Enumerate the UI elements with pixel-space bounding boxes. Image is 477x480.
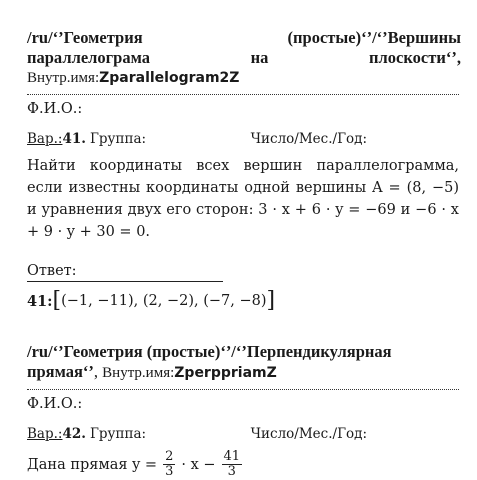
- variant-number: 41.: [62, 131, 86, 147]
- header-2-line2-rest: ,: [93, 362, 103, 381]
- dotted-divider-2: [27, 389, 459, 390]
- left-bracket-icon: [: [52, 288, 62, 313]
- header-1-line1-right: (простые)‘’/‘’Вершины: [287, 28, 461, 47]
- header-1-line2-a: параллелограма: [27, 48, 150, 67]
- header-1-line2-c: плоскости‘’,: [369, 48, 461, 67]
- task-2-mid: · x −: [181, 456, 216, 473]
- answer-row: [27, 290, 461, 312]
- task-text-1: Найти координаты всех вершин параллелограмма, если известны координаты одной вершины A = (8, −5) и уравнения двух его сторон: 3 · x + 6 · y = −69 и −6 · x + 9 · y + 30 = 0.: [27, 158, 459, 240]
- fio-label: Ф.И.О.:: [27, 101, 83, 117]
- fraction-2-den: 3: [227, 464, 236, 479]
- fraction-1: [163, 450, 175, 479]
- task-header-1: [27, 28, 461, 88]
- internal-name-1: [27, 68, 461, 88]
- group-label: Группа:: [89, 131, 147, 147]
- internal-name-value: Zparallelogram2Z: [99, 70, 240, 86]
- task-2-prefix: Дана прямая y =: [27, 456, 158, 473]
- internal-name-label-2: Внутр.имя:: [102, 365, 175, 381]
- header-1-line2-b: на: [250, 48, 269, 67]
- internal-name-value-2: ZperppriamZ: [174, 365, 277, 381]
- dotted-divider: [27, 94, 459, 95]
- fio-label-2: Ф.И.О.:: [27, 396, 83, 412]
- fraction-2-num: 41: [223, 449, 241, 464]
- task-header-2: [27, 342, 461, 383]
- variant-label: Вар.:: [27, 131, 63, 147]
- date-label: Число/Мес./Год:: [250, 131, 367, 147]
- task-text-2: [27, 450, 461, 479]
- internal-name-label: Внутр.имя:: [27, 70, 100, 86]
- header-2-line2-bold: прямая‘’: [27, 362, 94, 381]
- answer-label: Ответ:: [27, 263, 223, 282]
- variant-row-1: [27, 131, 461, 147]
- answer-value: (−1, −11), (2, −2), (−7, −8): [61, 293, 267, 309]
- date-label-2: Число/Мес./Год:: [250, 426, 367, 442]
- fraction-1-den: 3: [165, 464, 174, 479]
- fraction-2: [222, 450, 243, 479]
- right-bracket-icon: ]: [266, 288, 276, 313]
- header-1-line1-left: /ru/‘’Геометрия: [27, 28, 143, 47]
- fraction-1-num: 2: [165, 449, 174, 464]
- variant-number-2: 42.: [62, 426, 86, 442]
- answer-number: 41:: [27, 292, 53, 310]
- variant-row-2: [27, 426, 461, 442]
- group-label-2: Группа:: [89, 426, 147, 442]
- variant-label-2: Вар.:: [27, 426, 63, 442]
- header-2-line1: /ru/‘’Геометрия (простые)‘’/‘’Перпендикулярная: [27, 342, 392, 361]
